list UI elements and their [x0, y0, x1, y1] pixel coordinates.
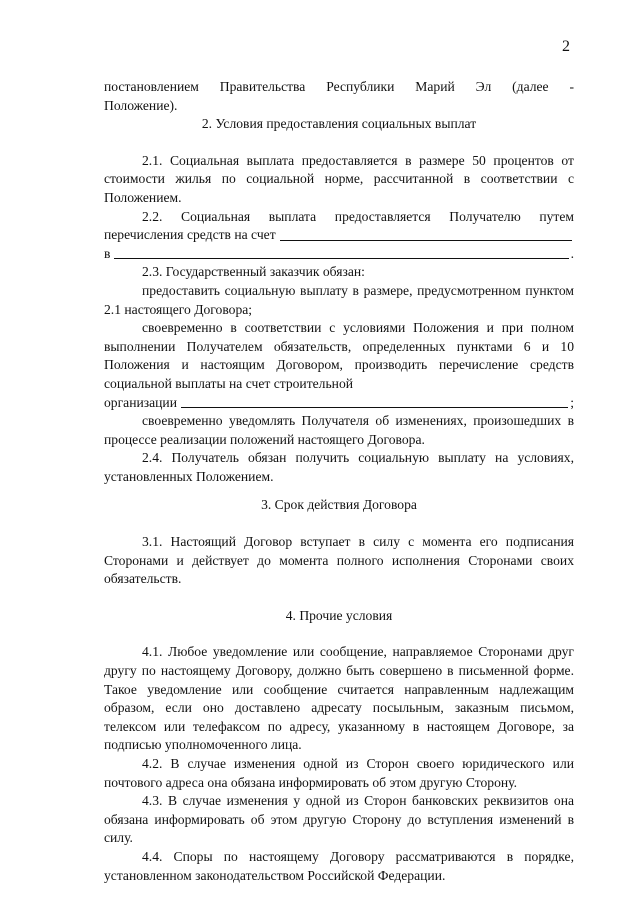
account-blank[interactable] [280, 239, 572, 241]
paragraph-2-3-item-1: предоставить социальную выплату в размере, предусмотренном пунктом 2.1 настоящего Договора; [104, 282, 574, 317]
document-body [104, 78, 574, 885]
paragraph-2-2-line-1: 2.2. Социальная выплата предоставляется Получателю путем [142, 208, 574, 224]
bank-prefix: в [104, 245, 111, 261]
organization-suffix: ; [570, 394, 574, 410]
bank-blank[interactable] [114, 257, 568, 259]
paragraph-4-2: 4.2. В случае изменения одной из Сторон своего юридического или почтового адреса она обязана информировать об этом другую Сторону. [104, 756, 574, 790]
paragraph-2-3-head: 2.3. Государственный заказчик обязан: [142, 264, 365, 280]
account-label: перечисления средств на счет [104, 227, 276, 243]
intro-line-1: постановлением Правительства Республики Марий Эл (далее - [104, 79, 574, 94]
paragraph-4-3: 4.3. В случае изменения у одной из Сторон банковских реквизитов она обязана информировать об этом другую Сторону до вступления изменений в силу. [104, 793, 574, 846]
spacer [104, 486, 574, 496]
section-2-heading: 2. Условия предоставления социальных выплат [201, 116, 477, 132]
spacer [104, 515, 574, 533]
bank-suffix: . [570, 245, 574, 261]
spacer [104, 589, 574, 607]
paragraph-2-1: 2.1. Социальная выплата предоставляется в размере 50 процентов от стоимости жилья по социальной норме, рассчитанной в соответствии с Положением. [104, 152, 574, 205]
intro-line-2: Положение). [104, 97, 178, 113]
paragraph-2-4: 2.4. Получатель обязан получить социальную выплату на условиях, установленных Положением. [104, 450, 574, 484]
organization-label: организации [104, 394, 177, 410]
paragraph-3-1: 3.1. Настоящий Договор вступает в силу с момента его подписания Сторонами и действует до момента полного исполнения Сторонами своих обязательств. [104, 534, 574, 587]
account-line [104, 226, 574, 245]
page-number: 2 [562, 38, 570, 55]
bank-line [104, 245, 574, 264]
spacer [104, 134, 574, 152]
section-4-heading: 4. Прочие условия [285, 607, 393, 623]
paragraph-4-4: 4.4. Споры по настоящему Договору рассматриваются в порядке, установленном законодательством Российской Федерации. [104, 848, 574, 883]
paragraph-4-1: 4.1. Любое уведомление или сообщение, направляемое Сторонами друг другу по настоящему Договору, должно быть совершено в письменной форме. Такое уведомление или сообщение считается направленным надлежащим образом, если оно доставлено адресату посыльным, заказным письмом, телексом или телефаксом по адресу, указанному в настоящем Договоре, за подписью уполномоченного лица. [104, 644, 574, 753]
paragraph-2-3-item-3: своевременно уведомлять Получателя об изменениях, произошедших в процессе реализации положений настоящего Договора. [104, 413, 574, 447]
spacer [104, 625, 574, 643]
section-3-heading: 3. Срок действия Договора [261, 497, 417, 513]
organization-line [104, 394, 574, 413]
paragraph-2-3-item-2: своевременно в соответствии с условиями Положения и при полном выполнении Получателем обязательств, определенных пунктами 6 и 10 Положения и настоящим Договором, производить перечисление средств социальной выплаты на счет строительной [104, 320, 574, 391]
organization-blank[interactable] [181, 406, 568, 408]
